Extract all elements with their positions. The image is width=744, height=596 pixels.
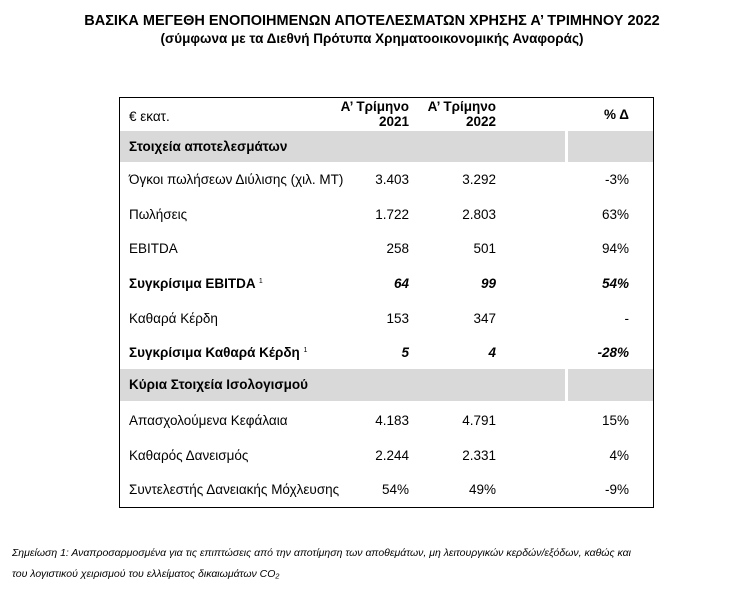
row-label: EBITDA xyxy=(129,241,178,256)
row-label: Καθαρός Δανεισμός xyxy=(129,448,249,463)
value-change: 94% xyxy=(601,241,629,256)
value-change: 15% xyxy=(601,413,629,428)
value-q1-2021: 3.403 xyxy=(375,172,409,187)
table-header-row xyxy=(120,98,653,130)
report-subtitle: (σύμφωνα με τα Διεθνή Πρότυπα Χρηματοοικονομικής Αναφοράς) xyxy=(160,31,584,46)
value-change: -3% xyxy=(604,172,629,187)
row-label: Συγκρίσιμα EBITDA $^1$ xyxy=(129,276,263,291)
value-q1-2021: 258 xyxy=(386,241,409,256)
footnote-marker: 1 xyxy=(303,347,308,354)
value-change: -28% xyxy=(597,345,629,360)
row-label: Συντελεστής Δανειακής Μόχλευσης xyxy=(129,482,340,497)
value-q1-2022: 3.292 xyxy=(462,172,496,187)
section-title: Στοιχεία αποτελεσμάτων xyxy=(129,139,288,154)
value-change: 54% xyxy=(601,276,629,291)
row-label: Συγκρίσιμα Καθαρά Κέρδη $^1$ xyxy=(129,345,308,360)
footnote xyxy=(12,543,737,585)
row-label: Απασχολούμενα Κεφάλαια xyxy=(129,413,288,428)
results-table xyxy=(119,97,654,508)
value-q1-2022: 99 xyxy=(480,276,496,291)
column-header-q1-2021: Α’ Τρίμηνο 2021 xyxy=(340,99,409,129)
section-header-balance xyxy=(120,369,653,401)
footnote-marker: 1 xyxy=(258,278,263,285)
footnote-line: του λογιστικού χειρισμού του ελλείματος δικαιωμάτων CO₂ xyxy=(12,568,280,580)
row-label: Όγκοι πωλήσεων Διύλισης (χιλ. ΜΤ) xyxy=(129,172,344,187)
value-q1-2022: 49% xyxy=(468,482,496,497)
value-q1-2021: 5 xyxy=(401,345,409,360)
value-q1-2022: 2.803 xyxy=(462,207,496,222)
column-header-change: % Δ xyxy=(604,107,629,122)
value-q1-2022: 4 xyxy=(488,345,496,360)
value-q1-2022: 2.331 xyxy=(462,448,496,463)
value-change: 63% xyxy=(601,207,629,222)
value-q1-2021: 2.244 xyxy=(375,448,409,463)
report-heading xyxy=(0,12,744,48)
value-q1-2021: 54% xyxy=(381,482,409,497)
section-title: Κύρια Στοιχεία Ισολογισμού xyxy=(129,377,308,392)
unit-label: € εκατ. xyxy=(129,109,170,124)
footnote-line: Σημείωση 1: Αναπροσαρμοσμένα για τις επιπτώσεις από την αποτίμηση των αποθεμάτων, μη λειτουργικών κερδών/εξόδων, καθώς και xyxy=(12,547,631,559)
value-q1-2021: 153 xyxy=(386,311,409,326)
value-q1-2021: 64 xyxy=(393,276,409,291)
section-divider xyxy=(565,369,568,401)
section-header-results xyxy=(120,131,653,162)
value-q1-2022: 501 xyxy=(473,241,496,256)
report-title: ΒΑΣΙΚΑ ΜΕΓΕΘΗ ΕΝΟΠΟΙΗΜΕΝΩΝ ΑΠΟΤΕΛΕΣΜΑΤΩΝ ΧΡΗΣΗΣ Α’ ΤΡΙΜΗΝΟΥ 2022 xyxy=(84,13,660,29)
value-q1-2021: 1.722 xyxy=(375,207,409,222)
value-q1-2022: 4.791 xyxy=(462,413,496,428)
value-change: -9% xyxy=(604,482,629,497)
column-header-q1-2022: Α’ Τρίμηνο 2022 xyxy=(427,99,496,129)
value-q1-2022: 347 xyxy=(473,311,496,326)
value-change: - xyxy=(624,311,629,326)
row-label: Πωλήσεις xyxy=(129,207,188,222)
value-change: 4% xyxy=(609,448,629,463)
value-q1-2021: 4.183 xyxy=(375,413,409,428)
section-divider xyxy=(565,131,568,162)
row-label: Καθαρά Κέρδη xyxy=(129,311,218,326)
